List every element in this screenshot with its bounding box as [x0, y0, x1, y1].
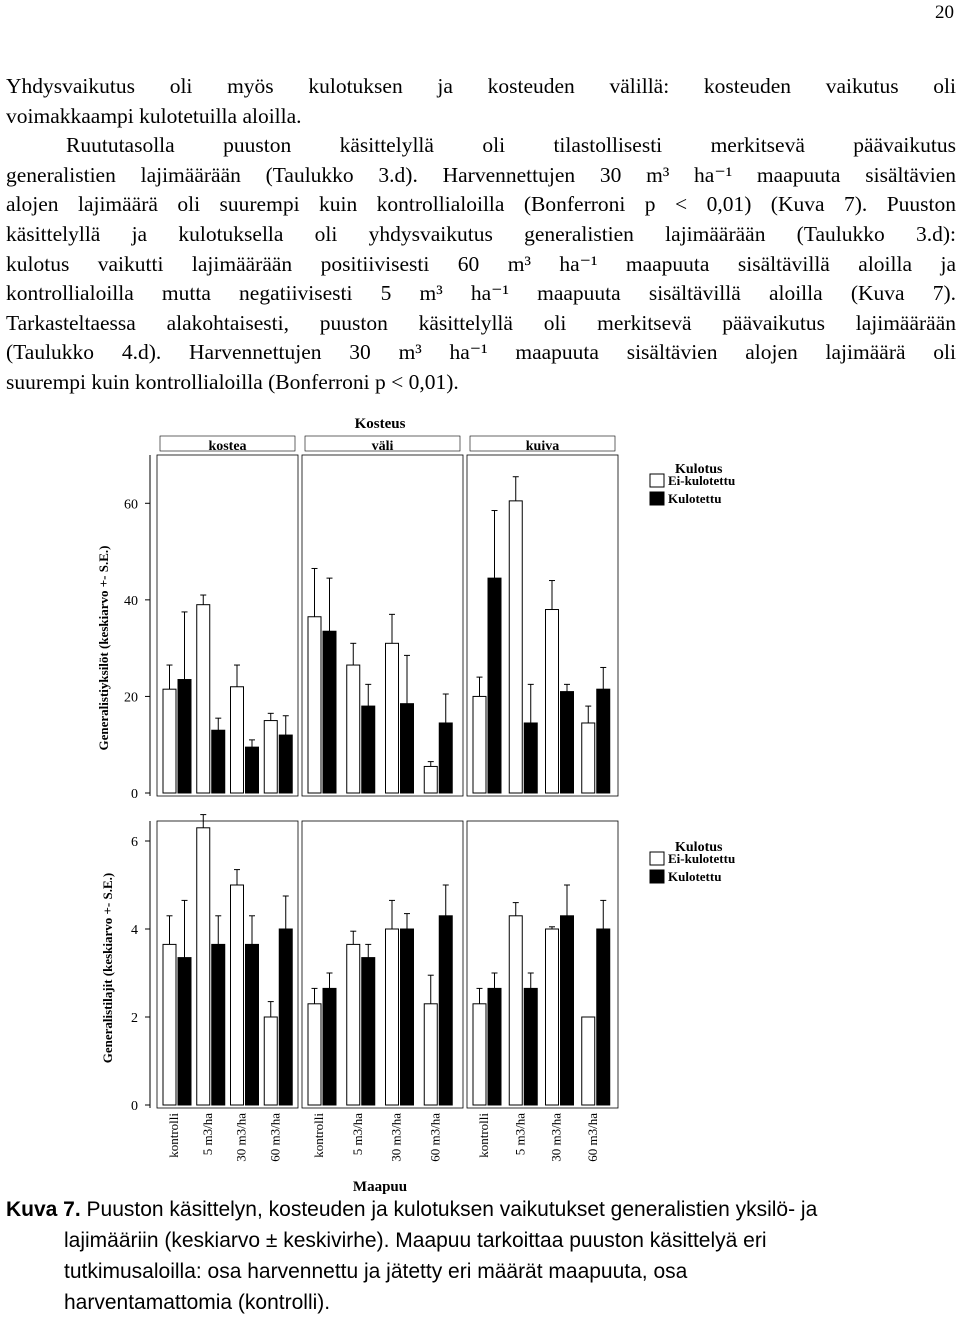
- y-tick-label: 6: [131, 835, 138, 850]
- bar: [308, 1004, 321, 1105]
- text-line: Tarkasteltaessa alakohtaisesti, puuston käsittelyllä oli merkitsevä päävaikutus lajimäärään: [6, 310, 956, 335]
- bar: [279, 735, 292, 793]
- legend-swatch: [650, 852, 664, 865]
- bar: [264, 721, 277, 793]
- x-tick-label: 60 m3/ha: [427, 1113, 443, 1162]
- bar: [197, 605, 210, 793]
- y-tick-label: 4: [131, 923, 138, 938]
- bar: [439, 723, 452, 793]
- bar: [279, 929, 292, 1105]
- bar: [347, 665, 360, 793]
- y-tick-label: 0: [131, 1099, 138, 1114]
- text-line: (Taulukko 4.d). Harvennettujen 30 m³ ha⁻¹ maapuuta sisältävien alojen lajimäärä oli: [6, 340, 956, 365]
- y-axis-label: Generalistiyksilöt (keskiarvo +- S.E.): [96, 545, 111, 751]
- bar: [347, 944, 360, 1105]
- text-line: käsittelyllä ja kulotuksella oli yhdysvaikutus generalistien lajimäärään (Taulukko 3.d):: [6, 221, 956, 246]
- bar: [424, 766, 437, 793]
- bar: [231, 687, 244, 793]
- legend-entry: Kulotettu: [668, 869, 722, 884]
- legend-title: Kulotus: [675, 462, 723, 477]
- bar: [231, 885, 244, 1105]
- bar: [246, 944, 259, 1105]
- caption-line: lajimääriin (keskiarvo ± keskivirhe). Maapuu tarkoittaa puuston käsittelyä eri: [64, 1229, 767, 1252]
- bar: [473, 1004, 486, 1105]
- y-tick-label: 0: [131, 787, 138, 802]
- y-axis-label: Generalistilajit (keskiarvo +- S.E.): [100, 872, 115, 1064]
- legend-entry: Kulotettu: [668, 491, 722, 506]
- x-tick-label: 60 m3/ha: [584, 1113, 600, 1162]
- bar: [582, 723, 595, 793]
- x-tick-label: 5 m3/ha: [349, 1113, 365, 1156]
- bar: [178, 680, 191, 793]
- legend-swatch: [650, 474, 664, 487]
- x-tick-label: kontrolli: [311, 1113, 326, 1158]
- bar: [178, 958, 191, 1105]
- bar: [401, 704, 414, 793]
- legend-entry: Ei-kulotettu: [668, 851, 736, 866]
- bar: [524, 988, 537, 1105]
- x-tick-label: kontrolli: [166, 1113, 181, 1158]
- text-line: alojen lajimäärä oli suurempi kuin kontrollialoilla (Bonferroni p < 0,01) (Kuva 7). Puuston: [6, 192, 956, 217]
- legend-swatch: [650, 870, 664, 883]
- panel-label: kostea: [208, 439, 247, 454]
- bar: [197, 828, 210, 1105]
- y-tick-label: 2: [131, 1011, 138, 1026]
- panel-label: kuiva: [525, 439, 560, 454]
- bar: [546, 929, 559, 1105]
- bar: [524, 723, 537, 793]
- bar: [323, 988, 336, 1105]
- bar: [597, 689, 610, 793]
- text-line: suurempi kuin kontrollialoilla (Bonferroni p < 0,01).: [6, 369, 459, 394]
- bar: [212, 730, 225, 793]
- x-axis-label: Maapuu: [352, 1179, 408, 1195]
- bar: [488, 578, 501, 793]
- bar: [401, 929, 414, 1105]
- text-line: generalistien lajimäärään (Taulukko 3.d). Harvennettujen 30 m³ ha⁻¹ maapuuta sisältävien: [6, 162, 956, 187]
- bar: [582, 1017, 595, 1105]
- x-tick-label: 5 m3/ha: [199, 1113, 215, 1156]
- text-line: kulotus vaikutti lajimäärään positiivisesti 60 m³ ha⁻¹ maapuuta sisältävillä aloilla ja: [6, 251, 956, 276]
- body-paragraph: [6, 72, 956, 398]
- bar: [473, 696, 486, 793]
- bar: [308, 617, 321, 793]
- panel-label: väli: [371, 439, 394, 454]
- bar: [212, 944, 225, 1105]
- caption-line: harventamattomia (kontrolli).: [64, 1291, 331, 1314]
- caption-label: Kuva 7.: [6, 1198, 81, 1221]
- y-tick-label: 20: [124, 690, 138, 706]
- legend-swatch: [650, 492, 664, 505]
- y-tick-label: 60: [124, 497, 138, 513]
- page-number: 20: [935, 2, 954, 23]
- x-tick-label: kontrolli: [476, 1113, 491, 1158]
- x-tick-label: 30 m3/ha: [548, 1113, 564, 1162]
- bar: [561, 916, 574, 1105]
- bar: [386, 929, 399, 1105]
- figure-7: [0, 408, 960, 1198]
- x-tick-label: 60 m3/ha: [267, 1113, 283, 1162]
- legend-title: Kulotus: [675, 840, 723, 855]
- bar: [386, 643, 399, 793]
- text-line: kontrollialoilla mutta negatiivisesti 5 m³ ha⁻¹ maapuuta sisältävillä aloilla (Kuva 7).: [6, 281, 956, 306]
- bar: [561, 692, 574, 793]
- x-tick-label: 30 m3/ha: [233, 1113, 249, 1162]
- text-line: Ruututasolla puuston käsittelyllä oli tilastollisesti merkitsevä päävaikutus: [66, 133, 956, 158]
- caption-line: [6, 1194, 936, 1225]
- bar: [424, 1004, 437, 1105]
- figure-caption: [6, 1194, 936, 1318]
- bar: [488, 988, 501, 1105]
- bar: [246, 747, 259, 793]
- bar: [597, 929, 610, 1105]
- x-tick-label: 30 m3/ha: [388, 1113, 404, 1162]
- bar-chart-figure: [0, 408, 960, 1198]
- y-tick-label: 40: [124, 593, 138, 609]
- bar: [264, 1017, 277, 1105]
- bar: [509, 501, 522, 793]
- bar: [163, 689, 176, 793]
- text-line: voimakkaampi kulotetuilla aloilla.: [6, 103, 302, 128]
- legend-entry: Ei-kulotettu: [668, 473, 736, 488]
- bar: [323, 631, 336, 793]
- bar: [546, 610, 559, 793]
- bar: [509, 916, 522, 1105]
- bar: [439, 916, 452, 1105]
- caption-line: tutkimusaloilla: osa harvennettu ja jätetty eri määrät maapuuta, osa: [64, 1260, 688, 1283]
- facet-title: Kosteus: [354, 416, 406, 432]
- bar: [163, 944, 176, 1105]
- text-line: Yhdysvaikutus oli myös kulotuksen ja kosteuden välillä: kosteuden vaikutus oli: [6, 74, 956, 98]
- bar: [362, 706, 375, 793]
- x-tick-label: 5 m3/ha: [512, 1113, 528, 1156]
- bar: [362, 958, 375, 1105]
- caption-text: Puuston käsittelyn, kosteuden ja kulotuksen vaikutukset generalistien yksilö- ja: [80, 1198, 818, 1221]
